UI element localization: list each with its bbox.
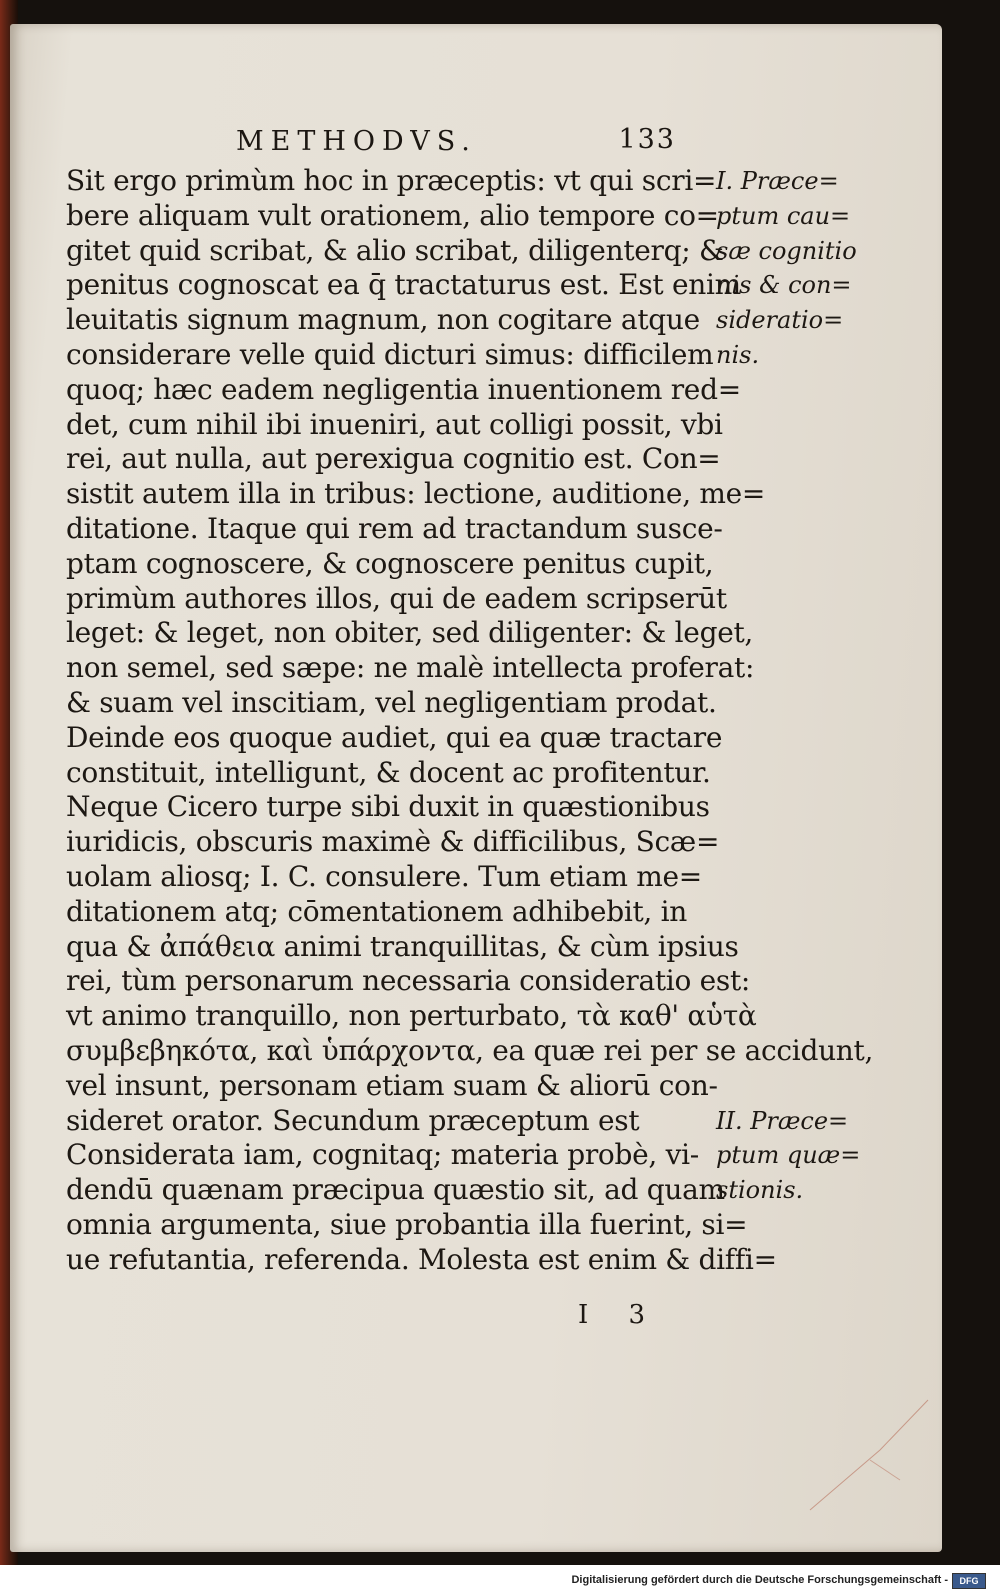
text-line: omnia argumenta, siue probantia illa fuerint, si= [66,1207,748,1241]
margin-note-line: nis. [716,340,760,369]
text-line: vt animo tranquillo, non perturbato, τὰ καθ' αὑτὰ [66,999,757,1033]
text-line: penitus cognoscat ea q̄ tractaturus est. Est enim [66,268,741,302]
page-header [236,126,676,162]
text-line: sistit autem illa in tribus: lectione, auditione, me= [66,477,766,511]
text-line: Sit ergo primùm hoc in præceptis: vt qui scri= [66,164,717,197]
footer-credit: Digitalisierung gefördert durch die Deutsche Forschungsgemeinschaft - [571,1574,948,1586]
margin-note-line: I. Præce= [716,167,839,195]
text-line: quoq; hæc eadem negligentia inuentionem red= [66,372,741,406]
dfg-logo-icon: DFG [952,1573,986,1589]
margin-note-line: stionis. [716,1176,804,1205]
margin-note-line: nis & con= [716,271,852,300]
margin-notes [716,164,861,1208]
text-line: constituit, intelligunt, & docent ac profitentur. [66,755,711,789]
text-line: leget: & leget, non obiter, sed diligenter: & leget, [66,616,754,650]
margin-note-line: sæ cognitio [716,236,857,265]
text-line: iuridicis, obscuris maximè & difficilibus, Scæ= [66,825,720,859]
text-line: Deinde eos quoque audiet, qui ea quæ tractare [66,720,723,754]
margin-note-line: sideratio= [716,306,844,335]
text-line: Considerata iam, cognitaq; materia probè, vi- [66,1138,699,1172]
text-line: ue refutantia, referenda. Molesta est enim & diffi= [66,1242,777,1276]
text-line: gitet quid scribat, & alio scribat, diligenterq; & [66,233,724,267]
text-line: primùm authores illos, qui de eadem scripserūt [66,581,727,615]
page-corner-crease [800,1380,940,1520]
text-line: ditatione. Itaque qui rem ad tractandum susce- [66,511,723,545]
text-line: leuitatis signum magnum, non cogitare atque [66,303,700,337]
margin-note-line: II. Præce= [716,1106,849,1135]
text-line: συμβεβηκότα, καὶ ὑπάρχοντα, ea quæ rei per se accidunt, [66,1033,874,1067]
margin-note-line: ptum cau= [716,201,851,230]
page-number: 133 [618,124,676,155]
signature-mark: I 3 [578,1300,662,1330]
text-line: rei, tùm personarum necessaria consideratio est: [66,964,751,998]
text-line: non semel, sed sæpe: ne malè intellecta proferat: [66,651,755,685]
text-line: & suam vel inscitiam, vel negligentiam prodat. [66,685,717,719]
text-line: uolam aliosq; I. C. consulere. Tum etiam me= [66,859,702,893]
text-line: vel insunt, personam etiam suam & aliorū con- [66,1068,718,1102]
footer-bar [0,1565,1000,1596]
text-line: rei, aut nulla, aut perexigua cognitio est. Con= [66,442,721,476]
text-line: bere aliquam vult orationem, alio tempore co= [66,198,719,232]
margin-note-line: ptum quæ= [716,1141,861,1170]
text-line: det, cum nihil ibi inueniri, aut colligi possit, vbi [66,407,723,441]
text-line: Neque Cicero turpe sibi duxit in quæstionibus [66,790,710,824]
text-line: qua & ἀπάθεια animi tranquillitas, & cùm ipsius [66,929,739,963]
text-line: ditationem atq; cōmentationem adhibebit, in [66,894,688,928]
text-line: sideret orator. Secundum præceptum est [66,1103,640,1137]
text-line: considerare velle quid dicturi simus: difficilem [66,337,714,371]
text-line: dendū quænam præcipua quæstio sit, ad quam [66,1173,725,1207]
text-line: ptam cognoscere, & cognoscere penitus cupit, [66,546,714,580]
running-title: METHODVS. [236,126,477,157]
